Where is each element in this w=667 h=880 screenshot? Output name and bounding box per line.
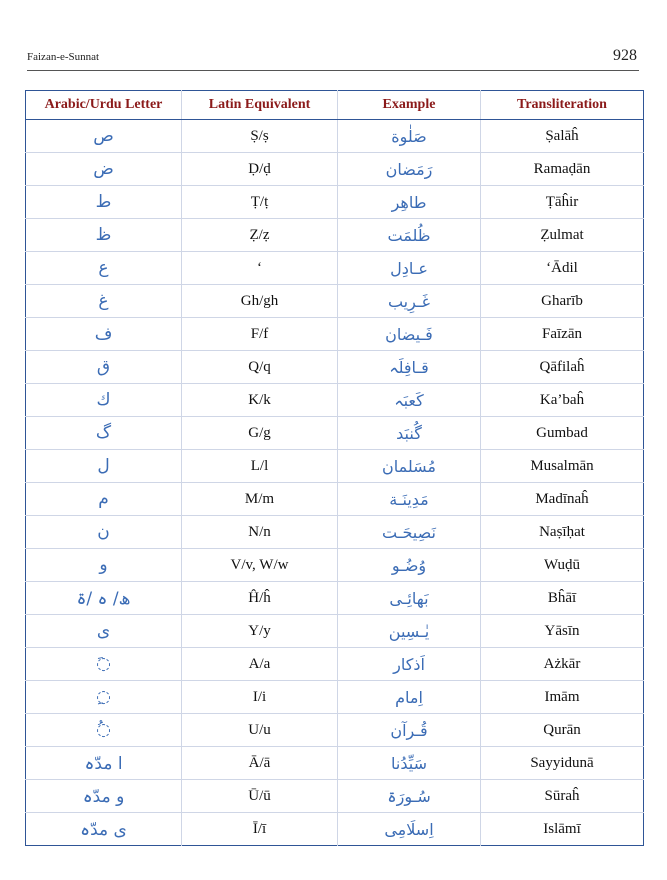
- running-head: [27, 49, 639, 71]
- example-cell: سُـورَۃ: [338, 780, 481, 813]
- transliteration-cell: Gharīb: [481, 285, 644, 318]
- table-row: [26, 648, 644, 681]
- latin-cell: Ū/ū: [182, 780, 338, 813]
- example-cell: کَعبَہ: [338, 384, 481, 417]
- transliteration-cell: Sayyidunā: [481, 747, 644, 780]
- example-cell: صَلٰوة: [338, 120, 481, 153]
- example-cell: ظُلمَت: [338, 219, 481, 252]
- transliteration-cell: Wuḍū: [481, 549, 644, 582]
- table-row: [26, 186, 644, 219]
- book-title: Faizan-e-Sunnat: [27, 51, 100, 63]
- transliteration-cell: Qurān: [481, 714, 644, 747]
- example-cell: اِمام: [338, 681, 481, 714]
- table-row: [26, 384, 644, 417]
- letter-cell: و: [26, 549, 182, 582]
- transliteration-cell: Madīnaĥ: [481, 483, 644, 516]
- letter-cell: ا مدّہ: [26, 747, 182, 780]
- table-row: [26, 516, 644, 549]
- letter-cell: م: [26, 483, 182, 516]
- transliteration-cell: Ṣalāĥ: [481, 120, 644, 153]
- column-header-letter: Arabic/Urdu Letter: [26, 91, 182, 120]
- table-body: [26, 120, 644, 846]
- transliteration-cell: Ẓulmat: [481, 219, 644, 252]
- transliteration-cell: Ażkār: [481, 648, 644, 681]
- example-cell: مُسَلمان: [338, 450, 481, 483]
- column-header-transliteration: Transliteration: [481, 91, 644, 120]
- table-row: [26, 252, 644, 285]
- letter-cell: ظ: [26, 219, 182, 252]
- table-row: [26, 417, 644, 450]
- header-rule: [27, 70, 639, 71]
- transliteration-cell: Sūraĥ: [481, 780, 644, 813]
- latin-cell: Gh/gh: [182, 285, 338, 318]
- transliteration-cell: ‘Ādil: [481, 252, 644, 285]
- letter-cell: ◌ِ: [26, 681, 182, 714]
- example-cell: سَیِّدُنا: [338, 747, 481, 780]
- transliteration-cell: Ṭāĥir: [481, 186, 644, 219]
- latin-cell: Y/y: [182, 615, 338, 648]
- letter-cell: ◌ُ: [26, 714, 182, 747]
- latin-cell: N/n: [182, 516, 338, 549]
- table-row: [26, 318, 644, 351]
- transliteration-cell: Islāmī: [481, 813, 644, 846]
- transliteration-cell: Ka’baĥ: [481, 384, 644, 417]
- example-cell: طاھِر: [338, 186, 481, 219]
- page-number: 928: [613, 47, 637, 64]
- latin-cell: Ḍ/ḍ: [182, 153, 338, 186]
- example-cell: غَـرِیب: [338, 285, 481, 318]
- letter-cell: گ: [26, 417, 182, 450]
- letter-cell: ف: [26, 318, 182, 351]
- letter-cell: ن: [26, 516, 182, 549]
- latin-cell: V/v, W/w: [182, 549, 338, 582]
- latin-cell: Ẓ/ẓ: [182, 219, 338, 252]
- latin-cell: I/i: [182, 681, 338, 714]
- letter-cell: غ: [26, 285, 182, 318]
- letter-cell: ع: [26, 252, 182, 285]
- latin-cell: Ā/ā: [182, 747, 338, 780]
- table-row: [26, 780, 644, 813]
- latin-cell: F/f: [182, 318, 338, 351]
- example-cell: مَدِینَـة: [338, 483, 481, 516]
- example-cell: وُضُـو: [338, 549, 481, 582]
- table-row: [26, 549, 644, 582]
- latin-cell: Ṣ/ṣ: [182, 120, 338, 153]
- letter-cell: ھ/ ہ /ۃ: [26, 582, 182, 615]
- letter-cell: ل: [26, 450, 182, 483]
- example-cell: اِسلَامِی: [338, 813, 481, 846]
- transliteration-cell: Yāsīn: [481, 615, 644, 648]
- transliteration-cell: Faīzān: [481, 318, 644, 351]
- transliteration-cell: Musalmān: [481, 450, 644, 483]
- table-row: [26, 615, 644, 648]
- letter-cell: و مدّہ: [26, 780, 182, 813]
- table-header-row: [26, 91, 644, 120]
- example-cell: بَھائِـی: [338, 582, 481, 615]
- letter-cell: ك: [26, 384, 182, 417]
- letter-cell: ی: [26, 615, 182, 648]
- table-row: [26, 285, 644, 318]
- letter-cell: ط: [26, 186, 182, 219]
- latin-cell: L/l: [182, 450, 338, 483]
- table-row: [26, 219, 644, 252]
- latin-cell: Q/q: [182, 351, 338, 384]
- transliteration-table: [25, 90, 644, 846]
- example-cell: اَذکار: [338, 648, 481, 681]
- latin-cell: ‘: [182, 252, 338, 285]
- table-row: [26, 681, 644, 714]
- table-row: [26, 120, 644, 153]
- letter-cell: ی مدّہ: [26, 813, 182, 846]
- example-cell: فَـیضان: [338, 318, 481, 351]
- latin-cell: U/u: [182, 714, 338, 747]
- transliteration-cell: Naṣīḥat: [481, 516, 644, 549]
- column-header-example: Example: [338, 91, 481, 120]
- latin-cell: K/k: [182, 384, 338, 417]
- example-cell: قُـرآن: [338, 714, 481, 747]
- example-cell: عـادِل: [338, 252, 481, 285]
- latin-cell: Ṭ/ṭ: [182, 186, 338, 219]
- table-row: [26, 351, 644, 384]
- transliteration-cell: Gumbad: [481, 417, 644, 450]
- transliteration-cell: Imām: [481, 681, 644, 714]
- latin-cell: Ĥ/ĥ: [182, 582, 338, 615]
- example-cell: یٰـسِین: [338, 615, 481, 648]
- latin-cell: Ī/ī: [182, 813, 338, 846]
- table-row: [26, 153, 644, 186]
- table-row: [26, 483, 644, 516]
- table-row: [26, 747, 644, 780]
- letter-cell: ق: [26, 351, 182, 384]
- table-row: [26, 582, 644, 615]
- table-row: [26, 813, 644, 846]
- example-cell: گُنبَد: [338, 417, 481, 450]
- transliteration-cell: Bĥāī: [481, 582, 644, 615]
- letter-cell: ض: [26, 153, 182, 186]
- example-cell: نَصِیحَـت: [338, 516, 481, 549]
- latin-cell: A/a: [182, 648, 338, 681]
- column-header-latin: Latin Equivalent: [182, 91, 338, 120]
- table-row: [26, 714, 644, 747]
- example-cell: رَمَضان: [338, 153, 481, 186]
- letter-cell: ص: [26, 120, 182, 153]
- transliteration-cell: Ramaḍān: [481, 153, 644, 186]
- transliteration-cell: Qāfilaĥ: [481, 351, 644, 384]
- example-cell: قـافِلَہ: [338, 351, 481, 384]
- table-row: [26, 450, 644, 483]
- latin-cell: G/g: [182, 417, 338, 450]
- latin-cell: M/m: [182, 483, 338, 516]
- letter-cell: ◌َ: [26, 648, 182, 681]
